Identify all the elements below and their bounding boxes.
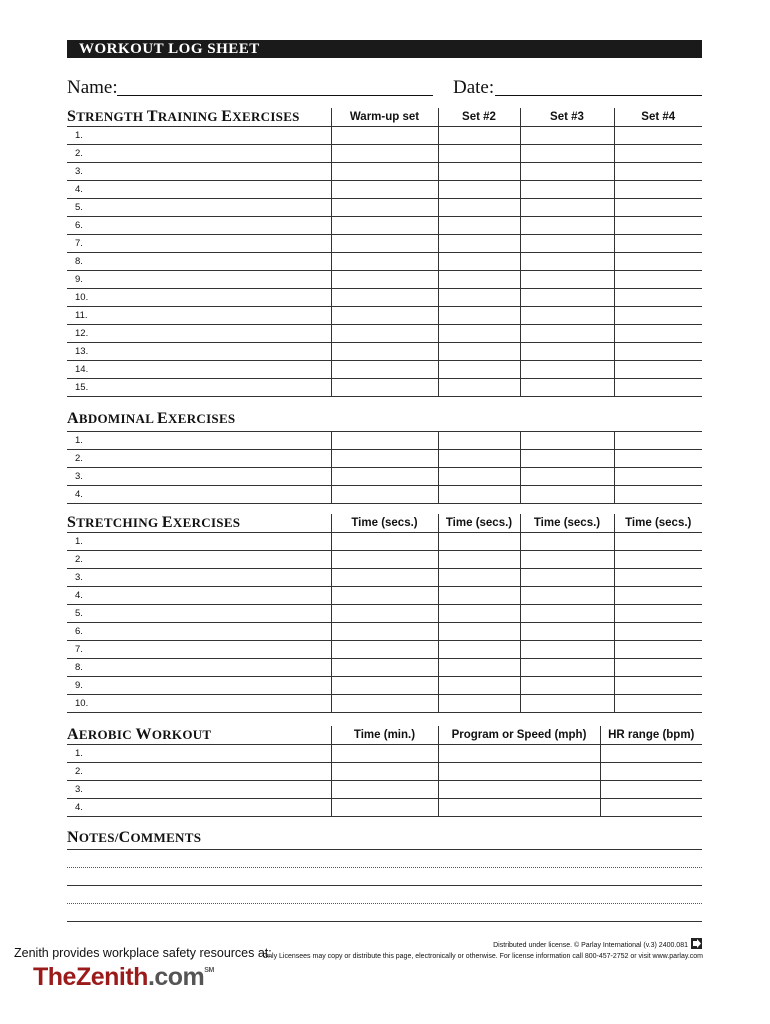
entry-cell[interactable] [438,569,520,587]
entry-cell[interactable] [438,677,520,695]
entry-cell[interactable] [331,181,438,199]
entry-cell[interactable] [614,379,702,397]
entry-cell[interactable] [520,343,614,361]
row-number[interactable]: 5. [67,199,331,217]
col-time-min: Time (min.) [331,726,438,745]
entry-cell[interactable] [331,289,438,307]
entry-cell[interactable] [438,659,520,677]
entry-cell[interactable] [614,361,702,379]
entry-cell[interactable] [614,641,702,659]
entry-cell[interactable] [520,587,614,605]
zenith-logo[interactable]: TheZenith.com℠ [33,963,214,991]
entry-cell[interactable] [614,486,702,504]
row-number[interactable]: 1. [67,432,331,450]
table-row [67,199,702,217]
entry-cell[interactable] [331,145,438,163]
aerobic-title: AEROBIC WORKOUT [67,726,212,743]
entry-cell[interactable] [331,677,438,695]
abdominal-title: ABDOMINAL EXERCISES [67,410,236,427]
entry-cell[interactable] [600,745,702,763]
entry-cell[interactable] [614,145,702,163]
entry-cell[interactable] [331,745,438,763]
col-time-2: Time (secs.) [438,514,520,533]
entry-cell[interactable] [614,450,702,468]
row-number[interactable]: 7. [67,235,331,253]
table-row [67,468,702,486]
entry-cell[interactable] [331,695,438,713]
entry-cell[interactable] [520,569,614,587]
entry-cell[interactable] [614,605,702,623]
entry-cell[interactable] [520,695,614,713]
entry-cell[interactable] [520,199,614,217]
entry-cell[interactable] [614,587,702,605]
row-number[interactable]: 1. [67,745,331,763]
row-number[interactable]: 1. [67,533,331,551]
row-number[interactable]: 1. [67,127,331,145]
row-number[interactable]: 2. [67,763,331,781]
entry-cell[interactable] [520,486,614,504]
entry-cell[interactable] [520,307,614,325]
row-number[interactable]: 4. [67,181,331,199]
row-number[interactable]: 6. [67,623,331,641]
row-number[interactable]: 2. [67,145,331,163]
entry-cell[interactable] [438,623,520,641]
row-number[interactable]: 4. [67,587,331,605]
notes-line-5[interactable] [67,921,702,922]
row-number[interactable]: 9. [67,677,331,695]
aerobic-table [67,726,702,817]
col-set4: Set #4 [614,108,702,127]
table-row [67,551,702,569]
entry-cell[interactable] [331,432,438,450]
entry-cell[interactable] [331,253,438,271]
col-set2: Set #2 [438,108,520,127]
table-row [67,763,702,781]
name-label: Name: [67,77,118,98]
entry-cell[interactable] [331,325,438,343]
entry-cell[interactable] [331,199,438,217]
entry-cell[interactable] [520,623,614,641]
entry-cell[interactable] [520,217,614,235]
table-row [67,695,702,713]
notes-line-4[interactable] [67,903,702,904]
row-number[interactable]: 2. [67,551,331,569]
table-row [67,450,702,468]
license-line-2: Only Licensees may copy or distribute this page, electronically or otherwise. For license information call 800-457-2752 or visit www.parlay.com [262,953,703,960]
entry-cell[interactable] [614,677,702,695]
entry-cell[interactable] [438,127,520,145]
notes-line-2[interactable] [67,867,702,868]
entry-cell[interactable] [614,343,702,361]
entry-cell[interactable] [614,127,702,145]
notes-title: NOTES/COMMENTS [67,829,202,846]
entry-cell[interactable] [331,307,438,325]
entry-cell[interactable] [614,695,702,713]
entry-cell[interactable] [331,569,438,587]
col-program-speed: Program or Speed (mph) [438,726,600,745]
entry-cell[interactable] [331,781,438,799]
entry-cell[interactable] [614,181,702,199]
row-number[interactable]: 12. [67,325,331,343]
row-number[interactable]: 10. [67,695,331,713]
row-number[interactable]: 13. [67,343,331,361]
table-row [67,253,702,271]
col-set3: Set #3 [520,108,614,127]
entry-cell[interactable] [520,325,614,343]
stretching-title: STRETCHING EXERCISES [67,514,241,531]
col-hr-range: HR range (bpm) [600,726,702,745]
entry-cell[interactable] [438,199,520,217]
entry-cell[interactable] [331,163,438,181]
entry-cell[interactable] [438,745,600,763]
entry-cell[interactable] [614,163,702,181]
table-row [67,799,702,817]
entry-cell[interactable] [331,343,438,361]
entry-cell[interactable] [438,343,520,361]
entry-cell[interactable] [438,289,520,307]
entry-cell[interactable] [520,605,614,623]
entry-cell[interactable] [331,533,438,551]
date-field[interactable] [495,95,702,96]
entry-cell[interactable] [438,271,520,289]
col-warmup: Warm-up set [331,108,438,127]
col-time-4: Time (secs.) [614,514,702,533]
table-row [67,659,702,677]
row-number[interactable]: 3. [67,163,331,181]
license-line-1: Distributed under license. © Parlay International (v.3) 2400.081 [493,942,688,949]
table-row [67,781,702,799]
entry-cell[interactable] [331,486,438,504]
table-row [67,641,702,659]
entry-cell[interactable] [614,533,702,551]
table-row [67,271,702,289]
table-row [67,533,702,551]
row-number[interactable]: 8. [67,253,331,271]
entry-cell[interactable] [614,325,702,343]
table-row [67,432,702,450]
entry-cell[interactable] [614,307,702,325]
row-number[interactable]: 2. [67,450,331,468]
table-row [67,163,702,181]
row-number[interactable]: 7. [67,641,331,659]
entry-cell[interactable] [520,533,614,551]
entry-cell[interactable] [520,659,614,677]
table-row [67,379,702,397]
entry-cell[interactable] [614,468,702,486]
entry-cell[interactable] [438,799,600,817]
col-time-1: Time (secs.) [331,514,438,533]
entry-cell[interactable] [331,605,438,623]
entry-cell[interactable] [438,325,520,343]
entry-cell[interactable] [438,307,520,325]
entry-cell[interactable] [438,145,520,163]
entry-cell[interactable] [520,468,614,486]
entry-cell[interactable] [520,432,614,450]
entry-cell[interactable] [438,533,520,551]
entry-cell[interactable] [520,289,614,307]
entry-cell[interactable] [331,271,438,289]
table-row [67,569,702,587]
table-row [67,486,702,504]
entry-cell[interactable] [614,271,702,289]
entry-cell[interactable] [520,163,614,181]
row-number[interactable]: 4. [67,486,331,504]
entry-cell[interactable] [520,127,614,145]
entry-cell[interactable] [438,379,520,397]
entry-cell[interactable] [331,127,438,145]
entry-cell[interactable] [331,379,438,397]
table-row [67,745,702,763]
entry-cell[interactable] [438,450,520,468]
entry-cell[interactable] [438,361,520,379]
entry-cell[interactable] [438,551,520,569]
entry-cell[interactable] [520,271,614,289]
name-field[interactable] [117,95,433,96]
date-label: Date: [453,77,495,98]
entry-cell[interactable] [438,587,520,605]
table-row [67,677,702,695]
entry-cell[interactable] [438,486,520,504]
table-row [67,289,702,307]
entry-cell[interactable] [614,235,702,253]
entry-cell[interactable] [331,641,438,659]
entry-cell[interactable] [520,450,614,468]
entry-cell[interactable] [614,289,702,307]
row-number[interactable]: 8. [67,659,331,677]
table-row [67,235,702,253]
table-row [67,181,702,199]
table-row [67,307,702,325]
col-time-3: Time (secs.) [520,514,614,533]
entry-cell[interactable] [520,641,614,659]
page-title: WORKOUT LOG SHEET [79,41,260,57]
entry-cell[interactable] [520,677,614,695]
notes-line-3[interactable] [67,885,702,886]
entry-cell[interactable] [614,659,702,677]
table-row [67,361,702,379]
table-row [67,217,702,235]
entry-cell[interactable] [331,587,438,605]
row-number[interactable]: 6. [67,217,331,235]
entry-cell[interactable] [520,181,614,199]
entry-cell[interactable] [331,551,438,569]
entry-cell[interactable] [438,163,520,181]
row-number[interactable]: 3. [67,781,331,799]
entry-cell[interactable] [331,659,438,677]
entry-cell[interactable] [520,379,614,397]
notes-line-1[interactable] [67,849,702,850]
entry-cell[interactable] [614,199,702,217]
entry-cell[interactable] [438,181,520,199]
entry-cell[interactable] [438,253,520,271]
row-number[interactable]: 11. [67,307,331,325]
entry-cell[interactable] [438,781,600,799]
table-row [67,145,702,163]
table-row [67,127,702,145]
entry-cell[interactable] [438,605,520,623]
table-row [67,325,702,343]
entry-cell[interactable] [331,623,438,641]
arrow-icon [691,938,702,949]
row-number[interactable]: 4. [67,799,331,817]
entry-cell[interactable] [614,569,702,587]
entry-cell[interactable] [438,695,520,713]
table-row [67,587,702,605]
row-number[interactable]: 5. [67,605,331,623]
entry-cell[interactable] [438,641,520,659]
entry-cell[interactable] [614,253,702,271]
entry-cell[interactable] [520,361,614,379]
entry-cell[interactable] [520,235,614,253]
strength-table [67,108,702,397]
table-row [67,623,702,641]
entry-cell[interactable] [331,361,438,379]
row-number[interactable]: 14. [67,361,331,379]
row-number[interactable]: 15. [67,379,331,397]
abdominal-table [67,431,702,504]
strength-title: STRENGTH TRAINING EXERCISES [67,108,300,125]
entry-cell[interactable] [614,551,702,569]
entry-cell[interactable] [331,450,438,468]
entry-cell[interactable] [600,781,702,799]
entry-cell[interactable] [331,799,438,817]
footer-zenith-text: Zenith provides workplace safety resources at: [14,946,272,960]
entry-cell[interactable] [600,799,702,817]
row-number[interactable]: 9. [67,271,331,289]
entry-cell[interactable] [438,468,520,486]
entry-cell[interactable] [520,551,614,569]
row-number[interactable]: 3. [67,468,331,486]
table-row [67,343,702,361]
row-number[interactable]: 3. [67,569,331,587]
entry-cell[interactable] [520,253,614,271]
entry-cell[interactable] [614,217,702,235]
entry-cell[interactable] [438,235,520,253]
entry-cell[interactable] [331,217,438,235]
entry-cell[interactable] [331,763,438,781]
entry-cell[interactable] [520,145,614,163]
entry-cell[interactable] [331,468,438,486]
entry-cell[interactable] [614,623,702,641]
title-bar [67,40,702,58]
entry-cell[interactable] [331,235,438,253]
stretching-table [67,514,702,713]
entry-cell[interactable] [438,217,520,235]
entry-cell[interactable] [600,763,702,781]
table-row [67,605,702,623]
entry-cell[interactable] [438,432,520,450]
row-number[interactable]: 10. [67,289,331,307]
entry-cell[interactable] [438,763,600,781]
entry-cell[interactable] [614,432,702,450]
